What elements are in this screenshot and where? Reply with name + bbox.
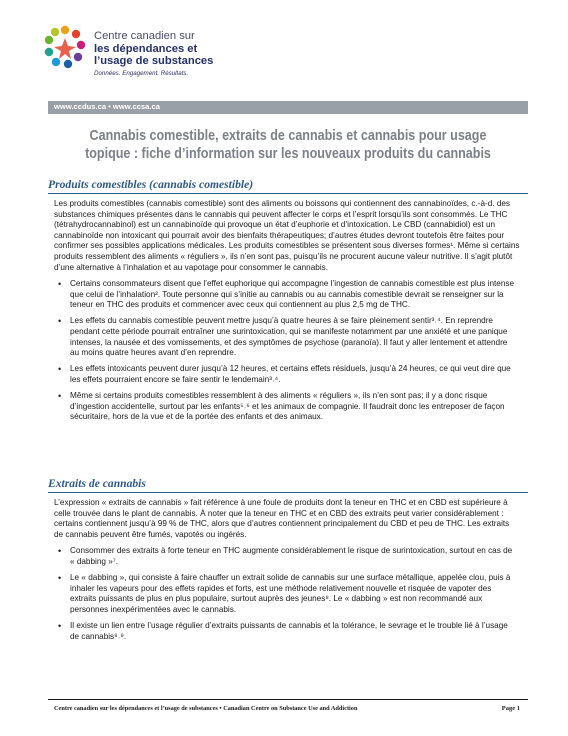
org-name-line3: l’usage de substances bbox=[94, 55, 214, 67]
section-edibles bbox=[48, 178, 528, 428]
org-name-line2: les dépendances et bbox=[94, 42, 198, 55]
page-number: Page 1 bbox=[501, 705, 520, 712]
list-item bbox=[48, 364, 516, 385]
bullet-icon: • bbox=[58, 546, 62, 557]
org-name-line1: Centre canadien sur bbox=[94, 30, 195, 42]
list-item bbox=[48, 546, 516, 567]
header bbox=[0, 0, 568, 100]
tagline: Données. Engagement. Résultats. bbox=[94, 70, 189, 77]
bullet-icon: • bbox=[58, 316, 62, 327]
bullet-text: Il existe un lien entre l’usage régulier d’extraits puissants de cannabis et la tolérance, le sevrage et le trouble lié à l’usage de cannabis⁸˒⁹. bbox=[70, 620, 508, 641]
bullet-icon: • bbox=[58, 279, 62, 290]
bullet-text: Certains consommateurs disent que l’effet euphorique qui accompagne l’ingestion de cannabis comestible est plus intense que celui de l’inhalation². Toute personne qui s’initie au cannabis ou au cannabis comestible devrait se renseigner sur la teneur en THC des produits et commencer avec ceux qui contiennent au plus 2,5 mg de THC. bbox=[70, 279, 515, 310]
section-heading-edibles: Produits comestibles (cannabis comestible) bbox=[48, 178, 528, 194]
edibles-bullet-list bbox=[48, 279, 528, 423]
list-item bbox=[48, 391, 516, 423]
section-extracts bbox=[48, 477, 528, 648]
list-item bbox=[48, 573, 516, 615]
url-bar bbox=[48, 101, 528, 114]
document-title bbox=[82, 128, 495, 163]
footer-text: Centre canadien sur les dépendances et l’usage de substances • Canadian Centre on Substance Use and Addiction bbox=[54, 705, 358, 712]
extracts-paragraph: L’expression « extraits de cannabis » fait référence à une foule de produits dont la teneur en THC et en CBD est supérieure à celle trouvée dans le plant de cannabis. À noter que la teneur en THC et en CBD des extraits peut varier considérablement : certains contiennent jusqu’à 99 % de THC, alors que d’autres contiennent principalement du CBD et peu de THC. Les extraits de cannabis peuvent être fumés, vapotés ou ingérés. bbox=[54, 498, 510, 539]
bullet-text: Le « dabbing », qui consiste à faire chauffer un extrait solide de cannabis sur une surface métallique, appelée clou, puis à inhaler les vapeurs pour des effets rapides et forts, est une méthode relativement nouvelle et risquée de vapoter des extraits puissants de plus en plus populaire, surtout auprès des jeunes⁸. Le « dabbing » est non recommandé aux personnes inexpérimentées avec le cannabis. bbox=[70, 573, 511, 614]
list-item bbox=[48, 316, 516, 358]
page-footer bbox=[48, 699, 528, 712]
bullet-icon: • bbox=[58, 573, 62, 584]
ccsa-logo-icon bbox=[42, 24, 88, 70]
organization-name bbox=[94, 30, 213, 68]
title-line1: Cannabis comestible, extraits de cannabis et cannabis pour usage bbox=[89, 128, 487, 144]
website-urls[interactable]: www.ccdus.ca • www.ccsa.ca bbox=[54, 102, 160, 111]
bullet-icon: • bbox=[58, 364, 62, 375]
title-line2: topique : fiche d’information sur les nouveaux produits du cannabis bbox=[85, 145, 491, 162]
list-item bbox=[48, 279, 516, 311]
section-heading-extracts: Extraits de cannabis bbox=[48, 477, 528, 493]
bullet-text: Les effets intoxicants peuvent durer jusqu’à 12 heures, et certains effets résiduels, jusqu’à 24 heures, ce qui veut dire que les effets pourraient encore se faire sentir le lendemain³˒⁴. bbox=[70, 364, 511, 384]
extracts-bullet-list bbox=[48, 546, 528, 642]
edibles-paragraph: Les produits comestibles (cannabis comestible) sont des aliments ou boissons qui contiennent des cannabinoïdes, c.-à-d. des substances chimiques présentes dans le cannabis qui peuvent affecter le corps et l’esprit lorsqu’ils sont consommés. Le THC (tétrahydrocannabinol) est un cannabinoïde qui provoque un état d’euphorie et d’intoxication. Le CBD (cannabidiol) est un cannabinoïde non intoxicant qui pourrait avoir des bienfaits thérapeutiques; d’autres études devront toutefois être faites pour confirmer ses possibles applications médicales. Les produits comestibles se présentent sous diverses formes¹. Même si certains produits ressemblent des aliments « réguliers », ils n’en sont pas, puisqu’ils ne procurent aucune valeur nutritive. Il s’agit plutôt d’une alternative à l’inhalation et au vapotage pour consommer le cannabis. bbox=[54, 199, 520, 272]
list-item bbox=[48, 621, 516, 642]
bullet-icon: • bbox=[58, 620, 62, 631]
bullet-text: Consommer des extraits à forte teneur en THC augmente considérablement le risque de surintoxication, surtout en cas de « dabbing »⁷. bbox=[70, 546, 513, 566]
bullet-text: Même si certains produits comestibles ressemblent à des aliments « réguliers », ils n’en sont pas; il y a donc risque d’ingestion accidentelle, surtout par les enfants⁵˒⁶ et les animaux de compagnie. Il faudrait donc les entreposer de façon sécuritaire, hors de la vue et de la portée des enfants et des animaux. bbox=[70, 391, 505, 422]
bullet-text: Les effets du cannabis comestible peuvent mettre jusqu’à quatre heures à se faire pleinement sentir³˒⁴. En reprendre pendant cette période pourrait entraîner une surintoxication, qui se manifeste notamment par une anxiété et une panique intenses, la nausée et des vomissements, et des symptômes de psychose (paranoïa). Il faut y aller lentement et attendre au moins quatre heures avant d’en reprendre. bbox=[70, 316, 508, 358]
bullet-icon: • bbox=[58, 391, 62, 401]
